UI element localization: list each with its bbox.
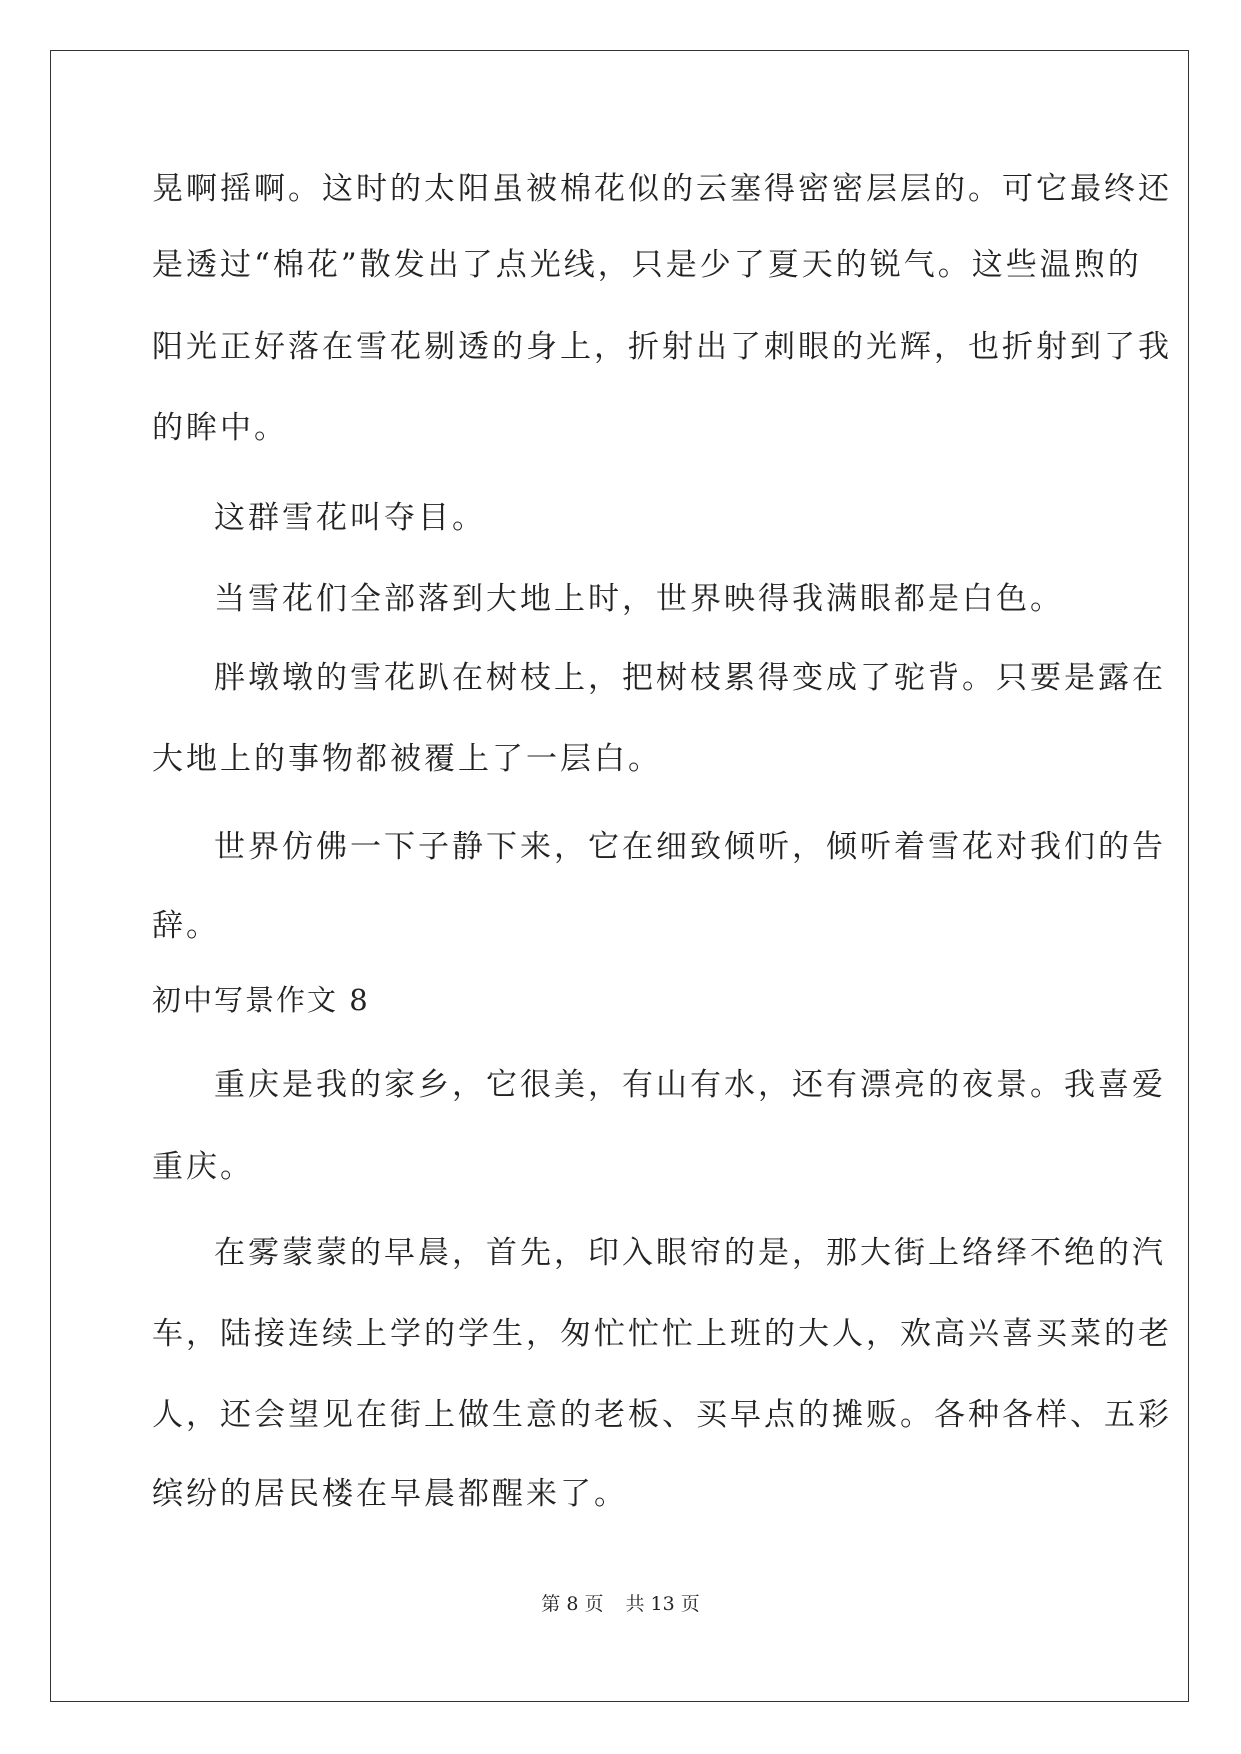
page-total: 共 13 页	[625, 1593, 700, 1615]
text-line: 重庆是我的家乡，它很美，有山有水，还有漂亮的夜景。我喜爱	[214, 1067, 1166, 1103]
page-number: 第 8 页	[541, 1593, 604, 1615]
text-line: 人，还会望见在街上做生意的老板、买早点的摊贩。各种各样、五彩	[152, 1397, 1172, 1433]
text-line: 是透过“棉花”散发出了点光线，只是少了夏天的锐气。这些温煦的	[152, 247, 1142, 283]
text-line: 晃啊摇啊。这时的太阳虽被棉花似的云塞得密密层层的。可它最终还	[152, 171, 1172, 207]
text-line: 辞。	[152, 908, 220, 944]
text-line: 当雪花们全部落到大地上时，世界映得我满眼都是白色。	[214, 581, 1064, 617]
page-frame	[50, 50, 1189, 1702]
text-line: 在雾蒙蒙的早晨，首先，印入眼帘的是，那大街上络绎不绝的汽	[214, 1235, 1166, 1271]
text-line: 车，陆接连续上学的学生，匆忙忙忙上班的大人，欢高兴喜买菜的老	[152, 1316, 1172, 1352]
text-line: 重庆。	[152, 1149, 254, 1185]
text-line: 胖墩墩的雪花趴在树枝上，把树枝累得变成了驼背。只要是露在	[214, 660, 1166, 696]
text-line: 阳光正好落在雪花剔透的身上，折射出了刺眼的光辉，也折射到了我	[152, 329, 1172, 365]
text-line: 大地上的事物都被覆上了一层白。	[152, 741, 662, 777]
section-heading: 初中写景作文 8	[152, 983, 370, 1017]
text-line: 的眸中。	[152, 410, 288, 446]
page-footer	[0, 1592, 1241, 1616]
text-line: 这群雪花叫夺目。	[214, 500, 486, 536]
text-line: 缤纷的居民楼在早晨都醒来了。	[152, 1476, 628, 1512]
text-line: 世界仿佛一下子静下来，它在细致倾听，倾听着雪花对我们的告	[214, 829, 1166, 865]
